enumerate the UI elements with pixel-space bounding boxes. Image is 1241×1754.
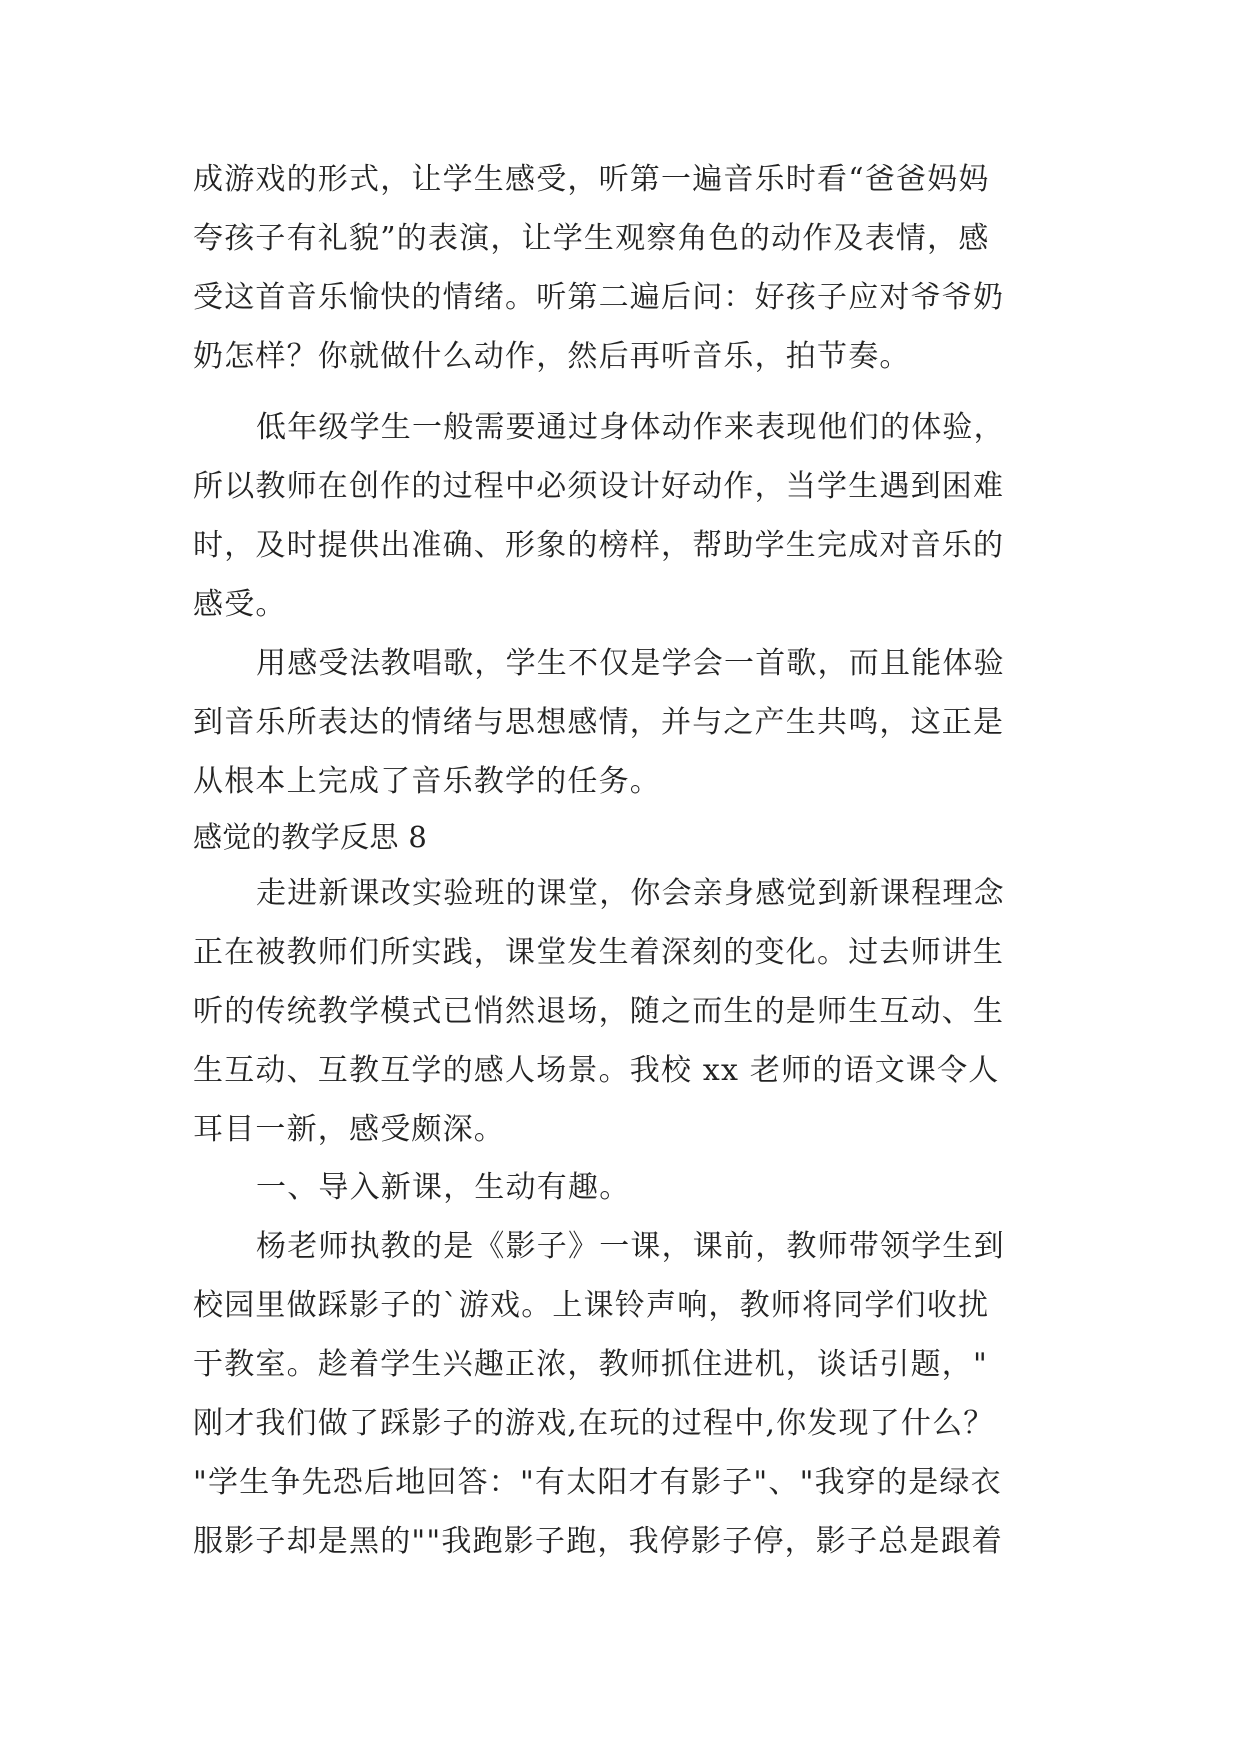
paragraph-first-line: 用感受法教唱歌，学生不仅是学会一首歌，而且能体验 xyxy=(256,646,1005,681)
text-line: 于教室。趁着学生兴趣正浓，教师抓住进机，谈话引题，" xyxy=(193,1347,988,1382)
paragraph-first-line: 走进新课改实验班的课堂，你会亲身感觉到新课程理念 xyxy=(256,876,1005,911)
text-line: 服影子却是黑的""我跑影子跑，我停影子停，影子总是跟着 xyxy=(193,1524,1003,1559)
subheading-line: 一、导入新课，生动有趣。 xyxy=(256,1170,631,1205)
text-line: 到音乐所表达的情绪与思想感情，并与之产生共鸣，这正是 xyxy=(193,705,1005,740)
paragraph-first-line: 杨老师执教的是《影子》一课，课前，教师带领学生到 xyxy=(256,1229,1005,1264)
text-line: 生互动、互教互学的感人场景。我校 xx 老师的语文课令人 xyxy=(193,1053,1000,1088)
text-line: 所以教师在创作的过程中必须设计好动作，当学生遇到困难 xyxy=(193,469,1005,504)
paragraph-first-line: 低年级学生一般需要通过身体动作来表现他们的体验， xyxy=(256,410,1005,445)
text-line: 听的传统教学模式已悄然退场，随之而生的是师生互动、生 xyxy=(193,994,1005,1029)
text-line: 成游戏的形式，让学生感受，听第一遍音乐时看“爸爸妈妈 xyxy=(193,162,990,197)
text-line: "学生争先恐后地回答："有太阳才有影子"、"我穿的是绿衣 xyxy=(193,1465,1002,1500)
text-line: 时，及时提供出准确、形象的榜样，帮助学生完成对音乐的 xyxy=(193,528,1005,563)
text-line: 正在被教师们所实践，课堂发生着深刻的变化。过去师讲生 xyxy=(193,935,1005,970)
text-line: 耳目一新，感受颇深。 xyxy=(193,1112,505,1147)
text-line: 感受。 xyxy=(193,587,287,622)
text-line: 受这首音乐愉快的情绪。听第二遍后问：好孩子应对爷爷奶 xyxy=(193,280,1005,315)
text-line: 奶怎样？你就做什么动作，然后再听音乐，拍节奏。 xyxy=(193,339,911,374)
text-line: 刚才我们做了踩影子的游戏,在玩的过程中,你发现了什么？ xyxy=(193,1406,995,1441)
text-line: 从根本上完成了音乐教学的任务。 xyxy=(193,764,661,799)
section-heading: 感觉的教学反思 8 xyxy=(193,820,428,854)
text-line: 校园里做踩影子的`游戏。上课铃声响，教师将同学们收扰 xyxy=(193,1288,990,1323)
text-line: 夸孩子有礼貌”的表演，让学生观察角色的动作及表情，感 xyxy=(193,221,990,256)
